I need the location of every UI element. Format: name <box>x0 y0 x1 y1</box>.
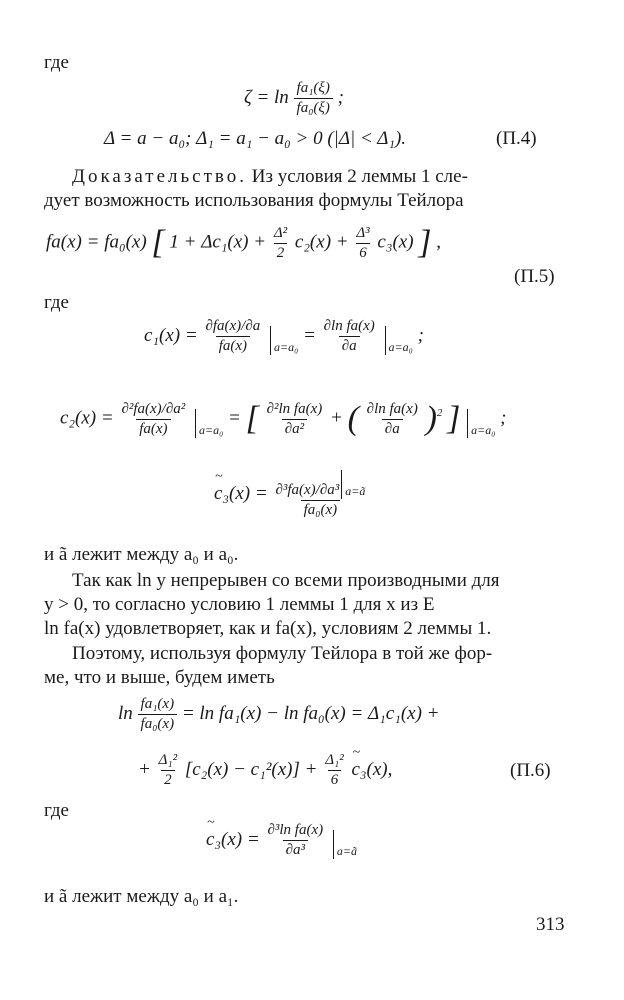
proof-rest: Из условия 2 леммы 1 сле- <box>251 166 468 187</box>
text-where-2: где <box>44 292 69 313</box>
c2-frac-1 <box>118 401 188 438</box>
taylor-comma: , <box>436 231 442 253</box>
zeta-tail: ; <box>337 86 344 108</box>
c2-equals: = <box>228 407 241 429</box>
c2-frac-2-den: ∂a² <box>282 419 307 438</box>
formula-c1 <box>144 318 424 355</box>
cont-frac-1 <box>156 752 181 789</box>
para-line-1: Так как ln y непрерывен со всеми производными для <box>72 570 500 591</box>
para-line-2: y > 0, то согласно условию 1 леммы 1 для x из E <box>44 594 435 615</box>
frac-1-den: 2 <box>274 243 288 262</box>
zeta-lhs: ζ = ln <box>244 86 289 108</box>
c2-bracket-open: [ <box>245 400 259 437</box>
c2-frac-3 <box>364 401 421 438</box>
taylor-body: 1 + Δc₁(x) + <box>169 231 271 253</box>
c2-frac-3-den: ∂a <box>382 419 403 438</box>
ln-ratio-rest: = ln fa₁(x) − ln fa₀(x) = Δ₁c₁(x) + <box>181 702 440 724</box>
c3ln-den: ∂a³ <box>283 840 308 859</box>
c3-frac <box>272 470 368 519</box>
cont-frac-2 <box>322 752 347 789</box>
c3-frac-num <box>272 470 368 500</box>
page-number: 313 <box>536 914 565 935</box>
c1-equals: = <box>303 324 316 346</box>
proof-line-2: дует возможность использования формулы Тейлора <box>44 190 464 211</box>
frac-2-num: Δ³ <box>356 224 370 241</box>
cont-end: ~ c₃(x), <box>352 759 393 781</box>
text-where-1: где <box>44 52 69 73</box>
cont-frac-2-den: 6 <box>328 770 342 789</box>
c2-paren-close: ) <box>425 400 437 437</box>
c2-lhs: c₂(x) = <box>60 407 114 429</box>
c2-frac-1-num: ∂²fa(x)/∂a² <box>121 400 186 417</box>
cont-frac-1-num: Δ₁² <box>158 752 178 768</box>
bracket-open: [ <box>151 224 165 261</box>
c2-frac-3-num: ∂ln fa(x) <box>366 400 418 417</box>
text-where-3: где <box>44 800 69 821</box>
bracket-close: ] <box>418 224 432 261</box>
c1-lhs: c₁(x) = <box>144 324 198 346</box>
proof-line-1 <box>72 166 468 188</box>
c1-frac-1 <box>202 318 263 355</box>
c3ln-eval: a=ã <box>333 830 357 859</box>
taylor-lhs: fa(x) = fa₀(x) <box>46 231 147 253</box>
c2-square: 2 <box>436 407 443 420</box>
formula-c3-tilde <box>214 470 368 519</box>
text-a-between-2: и ã лежит между a₀ и a₁. <box>44 886 239 907</box>
frac-2-den: 6 <box>356 243 370 262</box>
zeta-fraction <box>294 80 333 117</box>
ln-ratio-den: fa₀(x) <box>138 714 178 733</box>
text-a-between-1: и ã лежит между a₀ и a₀. <box>44 544 239 565</box>
c2-frac-1-den: fa(x) <box>136 419 170 438</box>
formula-c2 <box>60 400 507 438</box>
formula-ln-ratio-cont <box>138 752 392 789</box>
ln-ratio-frac <box>138 696 178 733</box>
para-line-4: Поэтому, используя формулу Тейлора в той же фор- <box>72 643 493 664</box>
c2-frac-2 <box>264 401 326 438</box>
cont-frac-1-den: 2 <box>161 770 175 789</box>
c1-frac-2-den: ∂a <box>339 336 360 355</box>
cont-plus: + <box>138 758 151 780</box>
formula-c3-ln <box>206 822 357 859</box>
c1-tail: ; <box>417 324 424 346</box>
c2-eval-2: a=a₀ <box>467 409 495 438</box>
c2-bracket-close: ] <box>447 400 461 437</box>
formula-ln-ratio <box>118 696 439 733</box>
formula-delta: Δ = a − a₀; Δ₁ = a₁ − a₀ > 0 (|Δ| < Δ₁). <box>104 128 407 149</box>
c1-frac-2 <box>321 318 378 355</box>
c1-eval-1: a=a₀ <box>270 326 298 355</box>
proof-word: Доказательство. <box>72 166 247 187</box>
c3ln-num: ∂³ln fa(x) <box>267 822 324 838</box>
taylor-frac-2 <box>353 225 372 262</box>
c2-tail: ; <box>500 407 507 429</box>
c3ln-frac <box>264 822 326 859</box>
formula-taylor <box>46 224 441 262</box>
c3ln-lhs: ~ c₃(x) = <box>206 829 260 851</box>
c1-eval-2: a=a₀ <box>385 326 413 355</box>
taylor-frac-1 <box>271 225 290 262</box>
frac-1-num: Δ² <box>273 224 288 241</box>
eq-number-p6: (П.6) <box>510 760 551 781</box>
formula-zeta <box>244 80 344 117</box>
cont-frac-2-num: Δ₁² <box>325 752 344 768</box>
c3-lhs: ~ c₃(x) = <box>214 483 268 505</box>
cont-mid: [c₂(x) − c₁²(x)] + <box>184 758 323 780</box>
c1-frac-1-num: ∂fa(x)/∂a <box>205 318 261 334</box>
c1-frac-1-den: fa(x) <box>216 336 250 355</box>
c1-frac-2-num: ∂ln fa(x) <box>323 318 375 334</box>
taylor-end: c₃(x) <box>377 231 414 253</box>
c2-frac-2-num: ∂²ln fa(x) <box>266 400 323 417</box>
c2-eval-1: a=a₀ <box>195 409 223 438</box>
taylor-mid: c₂(x) + <box>294 231 354 253</box>
eq-number-p4: (П.4) <box>496 128 537 149</box>
c3-eval: a=ã <box>341 470 365 499</box>
zeta-num: fa₁(ξ) <box>296 80 330 96</box>
c2-paren-open: ( <box>347 400 359 437</box>
c3-num-text: ∂³fa(x)/∂a³ <box>275 482 340 498</box>
ln-ratio-num: fa₁(x) <box>140 696 175 712</box>
eq-number-p5: (П.5) <box>514 266 555 287</box>
zeta-den: fa₀(ξ) <box>294 98 333 117</box>
para-line-3: ln fa(x) удовлетворяет, как и fa(x), условиям 2 леммы 1. <box>44 618 492 639</box>
ln-ratio-ln: ln <box>118 702 133 724</box>
c2-plus: + <box>330 407 343 429</box>
c3-frac-den: fa₀(x) <box>301 500 341 519</box>
para-line-5: ме, что и выше, будем иметь <box>44 667 275 688</box>
